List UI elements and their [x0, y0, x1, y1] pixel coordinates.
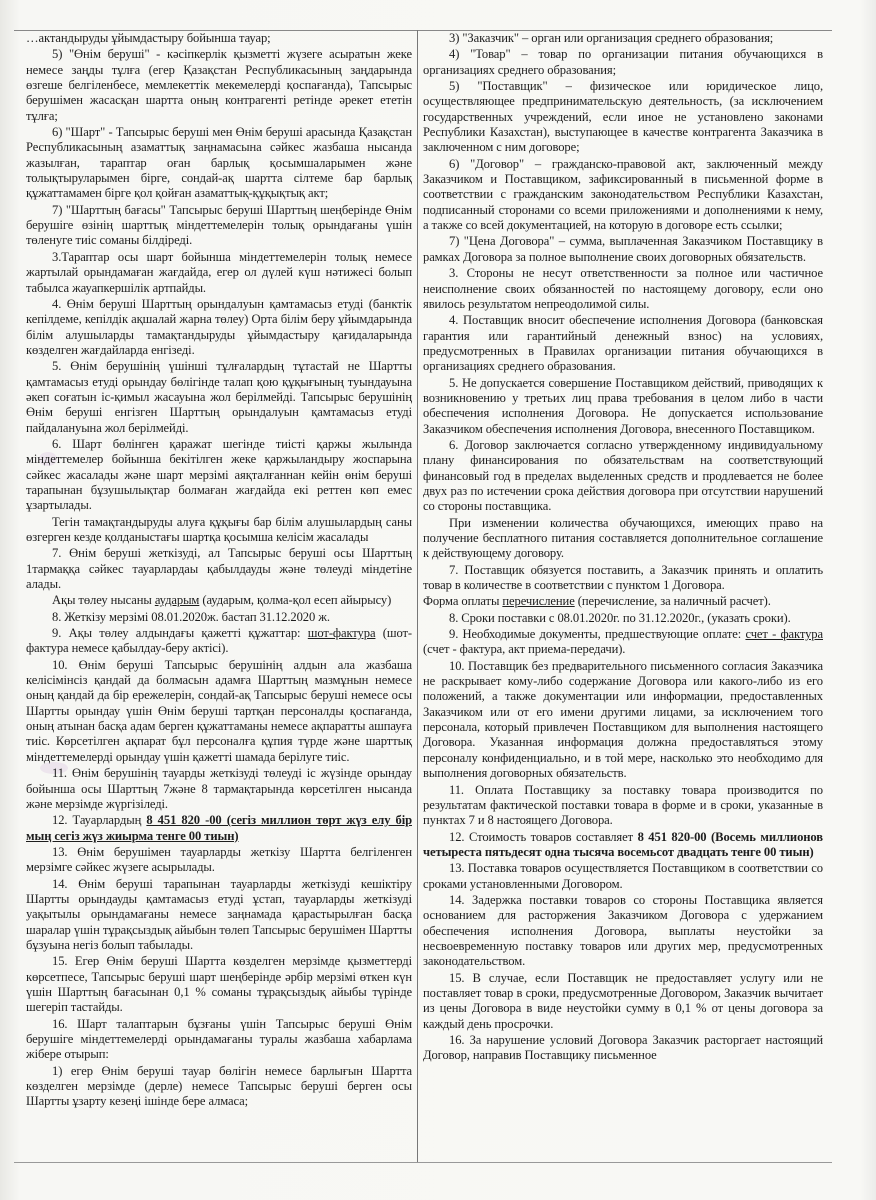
paragraph: 7) "Шарттың бағасы" Тапсырыс беруші Шарттың шеңберінде Өнім берушіге өзінің шарттық міндеттемелерін толық орындағаны үшін төленуге тиіс соманы білдіреді.: [26, 202, 412, 248]
paragraph: 3. Стороны не несут ответственности за полное или частичное неисполнение своих обязанностей по настоящему договору, если оно явилось результатом непреодолимой силы.: [423, 266, 823, 311]
paragraph: 7. Поставщик обязуется поставить, а Заказчик принять и оплатить товар в количестве в соответствии с пунктом 1 Договора.: [423, 562, 823, 593]
paragraph: 14. Задержка поставки товаров со стороны Поставщика является основанием для расторжения Заказчиком Договора с удержанием обеспечения исполнения Договора, выплаты неустойки за несвоевременную поставку товаров или других мер, предусмотренных законодательством.: [423, 892, 823, 969]
kazakh-column: [26, 31, 412, 1162]
goods-price-paragraph: [423, 830, 823, 861]
paragraph: 5) "Өнім беруші" - кәсіпкерлік қызметті жүзеге асыратын жеке немесе заңды тұлға (егер Қазақстан Республикасының заңдарында өзгеше белгіленбесе, мемлекеттік мекемелерді қоспағанда), Тапсырыс берушімен жасасқан шартта оның контрагенті ретінде әрекет ететін тұлға;: [26, 47, 412, 123]
payment-form-value: перечисление: [502, 594, 575, 609]
text: Ақы төлеу нысаны: [52, 593, 155, 608]
documents-value: шот-фактура: [307, 626, 376, 641]
paragraph: …актандыруды ұйымдастыру бойынша тауар;: [26, 31, 271, 45]
paragraph: 13. Поставка товаров осуществляется Поставщиком в соответствии со сроками установленными Договором.: [423, 861, 823, 891]
paragraph: 4. Поставщик вносит обеспечение исполнения Договора (банковская гарантия или гарантийный денежный взнос) на условиях, предусмотренных в Правилах организации питания обучающихся в организациях среднего образования.: [423, 313, 823, 374]
paragraph: 5. Не допускается совершение Поставщиком действий, приводящих к возникновению у третьих лиц права требования в целом либо в части обеспечения исполнения Договора. Не допускается использование Заказчиком обеспечения исполнения Договора, внесенного Поставщиком.: [423, 375, 823, 436]
goods-price-paragraph: [26, 813, 412, 844]
paragraph: 11. Өнім берушінің тауарды жеткізуді төлеуді іс жүзінде орындау бойынша осы Шарттың 7және 8 тармақтарында көрсетілген нысанда және мерзімде жүргізіледі.: [26, 766, 412, 811]
text: (счет - фактура, акт приема-передачи).: [423, 642, 626, 657]
text: 12. Стоимость товаров составляет: [449, 829, 638, 844]
text: 9. Ақы төлеу алдындағы қажетті құжаттар:: [52, 626, 308, 641]
paragraph: 1) егер Өнім беруші тауар бөлігін немесе барлығын Шартта көзделген мерзімде (дерле) немесе Тапсырыс беруші берген осы Шартты ұзарту кезеңі ішінде бере алмаса;: [26, 1063, 412, 1109]
paragraph: 5) "Поставщик" – физическое или юридическое лицо, осуществляющее предпринимательскую деятельность, (за исключением государственных учреждений, если иное не установлено законами Республики Казахстан), выступающее в качестве контрагента Заказчика в заключенном с ним договоре;: [423, 79, 823, 155]
paragraph: 13. Өнім берушімен тауарларды жеткізу Шартта белгіленген мерзімге сәйкес жүзеге асырылады.: [26, 844, 412, 875]
payment-form-value: аударым: [154, 593, 200, 608]
text: 12. Тауарлардың: [52, 813, 147, 828]
paragraph: 14. Өнім беруші тарапынан тауарларды жеткізуді кешіктіру Шартты орындауды қамтамасыз етуді ұстап, тауарларды жеткізуді уақытылы орындамағаны немесе заңнамада қарастырылған басқа шаралар үшін тұрақсыздық айыбын төлеп Тапсырыс берушімен Шартты бұзуына негіз болып табылады.: [26, 876, 412, 952]
paragraph: 4. Өнім беруші Шарттың орындалуын қамтамасыз етуді (банктік кепілдеме, кепілдік ақшалай жарна төлеу) Орта білім беру ұйымдарында білім алушыларды тамақтандыруды ұйымдастыру қағидаларында көзделген жағдайларда енгізеді.: [26, 296, 412, 357]
required-documents-paragraph: [26, 626, 412, 657]
paragraph: Тегін тамақтандыруды алуға құқығы бар білім алушылардың саны өзгерген кезде қолданыстағы шартқа қосымша келісім жасалады: [26, 514, 412, 544]
paragraph: 3) "Заказчик" – орган или организация среднего образования;: [449, 31, 774, 45]
paragraph: При изменении количества обучающихся, имеющих право на получение бесплатного питания составляется дополнительное соглашение к действующему договору.: [423, 515, 823, 561]
paragraph: 6. Договор заключается согласно утвержденному индивидуальному плану финансирования по обязательствам на соответствующий финансовый год в пределах выделенных средств и продлевается не более двух раз по истечении срока действия договора при отсутствии нарушений со стороны поставщика.: [423, 437, 823, 514]
documents-value: счет - фактура: [745, 627, 823, 642]
paragraph: 10. Поставщик без предварительного письменного согласия Заказчика не раскрывает кому-либо содержание Договора или какого-либо из его положений, а также документации или информации, предоставленных Заказчиком или от его имени другими лицами, за исключением того персонала, который привлечен Поставщиком для выполнения настоящего Договора. Указанная информация должна предоставляться этому персоналу конфиденциально, и в той мере, насколько это необходимо для выполнения договорных обязательств.: [423, 658, 823, 781]
paragraph: 15. Егер Өнім беруші Шартта көзделген мерзімде қызметтерді көрсетпесе, Тапсырыс беруші шарт шеңберінде әрбір мерзімі өткен күн үшін Шарттың бағасынан 0,1 % соманы тұрақсыздық айыбы түрінде шегеріп тастайды.: [26, 954, 412, 1015]
payment-form-paragraph: [423, 594, 823, 609]
column-divider: [417, 30, 418, 1162]
payment-form-paragraph: [26, 593, 412, 608]
contract-amount: 8 451 820-00 (Восемь миллионов четыреста пятьдесят одна тысяча восемьсот двадцать тенге 00 тиын): [423, 829, 823, 859]
paragraph: 7. Өнім беруші жеткізуді, ал Тапсырыс беруші осы Шарттың 1тармаққа сәйкес тауарлардаы қабылдауды және төлеуді міндетіне алады.: [26, 546, 412, 592]
paragraph: 5. Өнім берушінің үшінші тұлғалардың тұтастай не Шартты қамтамасыз етуді орындау бөлігінде талап қою құқығының туындауына әкеп соғатын іс-қимыл жасауына жол берілмейді. Тапсырыс берушінің Өнім беруші енгізген Шарттың орындалуын қамтамасыз етуді пайдалануына жол берілмейді.: [26, 359, 412, 435]
paragraph: 16. За нарушение условий Договора Заказчик расторгает настоящий Договор, направив Поставщику письменное: [423, 1033, 823, 1063]
text: (шот-фактура немесе қабылдау-беру актісі).: [26, 626, 412, 656]
paragraph: 3.Тараптар осы шарт бойынша міндеттемелерін толық немесе жартылай орындамаған жағдайда, егер ол дүлей күш нәтижесі болып табылса жауапкершілік артпайды.: [26, 249, 412, 295]
bottom-rule: [14, 1162, 832, 1163]
required-documents-paragraph: [423, 627, 823, 658]
text: Форма оплаты: [423, 594, 503, 609]
paragraph: 15. В случае, если Поставщик не предоставляет услугу или не поставляет товар в сроки, предусмотренные Договором, Заказчик вычитает из цены Договора в виде неустойки сумму в 0,1 % от цены договора за каждый день просрочки.: [423, 970, 823, 1031]
paragraph: 6) "Шарт" - Тапсырыс беруші мен Өнім беруші арасында Қазақстан Республикасының азаматтық заңнамасына сәйкес жазбаша нысанда жазылған, тараптар оған барлық қосымшаларымен және толықтыруларымен бірге, сондай-ақ шартта сілтеме бар барлық құжаттамамен бірге қол қойған азаматтық-құқықтық акт;: [26, 125, 412, 201]
russian-column: [423, 31, 823, 1162]
text: (перечисление, за наличный расчет).: [574, 594, 771, 609]
text: (аударым, қолма-қол есеп айырысу): [199, 593, 392, 608]
paragraph: 11. Оплата Поставщику за поставку товара производится по результатам фактической поставки товара в форме и в сроки, указанные в пунктах 7 и 8 настоящего Договора.: [423, 782, 823, 828]
paragraph: 6) "Договор" – гражданско-правовой акт, заключенный между Заказчиком и Поставщиком, зафиксированный в письменной форме в соответствии с гражданским законодательством Республики Казахстан, подписанный сторонами со всеми приложениями и дополнениями к нему, а также со всей документацией, на которую в договоре есть ссылки;: [423, 156, 823, 233]
paragraph: 6. Шарт бөлінген қаражат шегінде тиісті қаржы жылында міндеттемелер бойынша бекітілген жеке қаржыландыру жоспарына сәйкес жасалады және шарт мерзімі аяқталғаннан кейін өнім беруші тарапынан бұзушылықтар болмаған жағдайда екі реттен көп емес ұзартылады.: [26, 436, 412, 513]
text: 9. Необходимые документы, предшествующие оплате:: [449, 627, 746, 642]
paragraph: 4) "Товар" – товар по организации питания обучающихся в организациях среднего образования;: [423, 47, 823, 77]
paragraph: 7) "Цена Договора" – сумма, выплаченная Заказчиком Поставщику в рамках Договора за полное выполнение своих договорных обязательств.: [423, 234, 823, 264]
paragraph: 10. Өнім беруші Тапсырыс берушінің алдын ала жазбаша келісімінсіз қандай да болмасын адамға Шарттың мазмұнын немесе оның қандай да бір ережелерін, сондай-ақ Тапсырыс беруші немесе осы Шартты орындау үшін Өнім беруші тартқан персоналды қоспағанда, оның атынан басқа адам берген құжаттаманы немесе ақпаратты ашпауға тиіс. Көрсетілген ақпарат бұл персоналға құпия түрде және шарттық міндеттемелерді орындау үшін қажетті шамада берілуге тиіс.: [26, 657, 412, 764]
delivery-period: 8. Жеткізу мерзімі 08.01.2020ж. бастап 31.12.2020 ж.: [52, 609, 330, 624]
paragraph: 16. Шарт талаптарын бұзғаны үшін Тапсырыс беруші Өнім берушіге міндеттемелерді орындамағаны туралы жазбаша хабарлама жібере отырып:: [26, 1016, 412, 1062]
delivery-period: 8. Сроки поставки с 08.01.2020г. по 31.12.2020г., (указать сроки).: [449, 610, 791, 625]
contract-amount: 8 451 820 -00 (сегіз миллион төрт жүз елу бір мың сегіз жүз жиырма тенге 00 тиын): [26, 813, 412, 843]
